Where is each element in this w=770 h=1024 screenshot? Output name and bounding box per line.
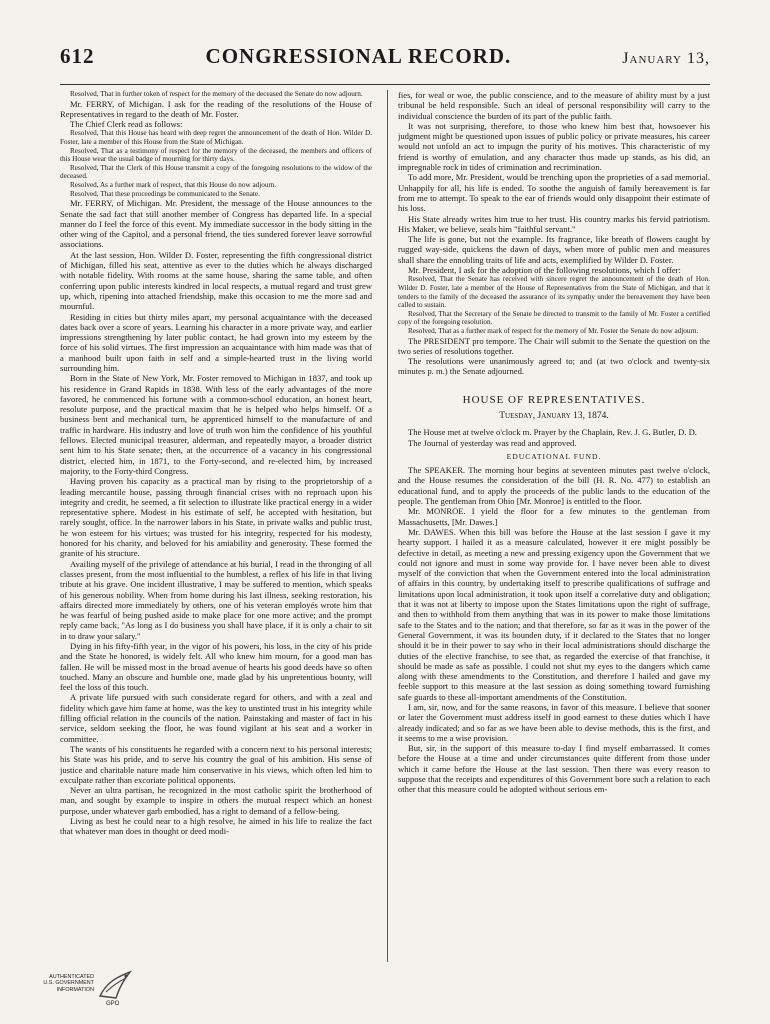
resolution-paragraph: Resolved, That the Senate has received with sincere regret the announcement of the death of Hon. Wilder D. Foster, late a member of the House of Representatives from the State of Michigan, and that it tenders to the family of the deceased the assurance of its sympathy under the bereavement they have been called to sustain. — [398, 275, 710, 310]
resolution-paragraph: Resolved, That the Clerk of this House transmit a copy of the foregoing resolutions to the widow of the deceased. — [60, 163, 372, 181]
day-heading: Tuesday, January 13, 1874. — [499, 410, 609, 421]
paragraph: I am, sir, now, and for the same reasons, in favor of this measure. I believe that sooner or later the Government must address itself in good earnest to these duties which I have already indicated; and so far as we have been able to devise methods, this is the first, and it seems to me a wise provision. — [398, 702, 710, 743]
paragraph: Mr. FERRY, of Michigan. Mr. President, the message of the House announces to the Senate the sad fact that still another member of Congress has departed life. In a special manner do I feel the force of this event. My immediate successor in the body sitting in the other wing of the Capitol, and a personal friend, the ties sundered forever leave sorrowful associations. — [60, 198, 372, 250]
gpo-authentication-stamp — [36, 968, 136, 1014]
right-column — [398, 90, 710, 960]
page-number: 612 — [60, 44, 95, 68]
paragraph: The wants of his constituents he regarded with a concern next to his personal interests; his State was his pride, and to serve his country the goal of his ambition. His sense of justice and charitable nature made him conservative in his views, which often led him to exculpate rather than excoriate political opponents. — [60, 743, 372, 785]
section-heading-educational-fund: EDUCATIONAL FUND. — [506, 451, 602, 461]
senate-continuation — [398, 90, 710, 377]
eagle-seal-icon — [96, 968, 136, 1002]
resolution-paragraph: Resolved, That in further token of respect for the memory of the deceased the Senate do now adjourn. — [70, 90, 363, 98]
paragraph: But, sir, in the support of this measure to-day I find myself embarrassed. It comes before the House at a time and under circumstances quite different from those under which it came before the House at the last session. Then there was every reason to suppose that the receipts and expenditures of this Government bore such a relation to each other that this measure could be adopted without serious em- — [398, 743, 710, 795]
resolution-paragraph: Resolved, That as a further mark of respect for the memory of Mr. Foster the Senate do now adjourn. — [408, 326, 699, 335]
header-rule — [60, 84, 710, 85]
paragraph: It was not surprising, therefore, to those who knew him best that, howsoever his judgment might be questioned upon issues of public policy or private measures, his career would not unfold an act to impugn the purity of his motives. This characteristic of my friend is worthy of emulation, and any character thus made up stands, as his did, an impregnable rock in tides of crimination and recrimination. — [398, 120, 710, 173]
paragraph: Born in the State of New York, Mr. Foster removed to Michigan in 1837, and took up his residence in Grand Rapids in 1838. With less of the early advantages of the more favored, he commenced his fortune with a common-school education, an honest heart, resolute purpose, and the practical maxim that he is helped who helps himself. Of a business bent and mechanical turn, he apprenticed himself to the manufacture of and traffic in hardware. His industry and love of truth won him the confidence of his youthful fellows. Elected municipal treasurer, alderman, and repeatedly mayor, a broader district sent him to his State senate; then, at the occurrence of a vacancy in his congressional district, elected him, in 1871, to the Forty-second, and re-elected him, by increased majority, to the Forty-third Congress. — [60, 373, 372, 476]
paragraph: Mr. President, I ask for the adoption of the following resolutions, which I offer: — [408, 265, 681, 276]
resolution-paragraph: Resolved, As a further mark of respect, that this House do now adjourn. — [70, 181, 277, 190]
paragraph: To add more, Mr. President, would be trenching upon the proprieties of a sad memorial. Unhappily for all, his life is ended. To soothe the anguish of family bereavement is far from me to attempt. To speak to the ear of friends would only disappoint their estimate of his loss. — [398, 172, 710, 214]
paragraph: The PRESIDENT pro tempore. The Chair will submit to the Senate the question on the two series of resolutions together. — [398, 335, 710, 356]
paragraph: The SPEAKER. The morning hour begins at seventeen minutes past twelve o'clock, and the House resumes the consideration of the bill (H. R. No. 477) to establish an educational fund, and to apply the proceeds of the public lands to the education of the people. The gentleman from Ohio [Mr. Monroe] is entitled to the floor. — [398, 465, 710, 507]
paragraph: The life is gone, but not the example. Its fragrance, like breath of flowers caught by rugged way-side, quickens the dawn of days, when more of public men and measures shall share the ennobling traits of life and acts, exemplified by Wilder D. Foster. — [398, 234, 710, 265]
educational-fund-debate — [398, 465, 710, 795]
paragraph: Dying in his fifty-fifth year, in the vigor of his powers, his loss, in the city of his pride and the State he honored, is widely felt. All who knew him mourn, for a good man has fallen. He will be missed most in the broad avenue of hearts his good deeds have so often touched. Many an obscure and humble one, made glad by his unpretentious bounty, will feel the loss of this touch. — [60, 641, 372, 693]
paragraph: A private life pursued with such considerate regard for others, and with a zeal and fidelity which gave him fame at home, was the key to unstinted trust in his integrity while filling official relation in the councils of the nation. Painstaking and master of fact in his service, seldom seeking the floor, he was found vigilant at his seat and a worker in committee. — [60, 692, 372, 744]
resolution-paragraph: Resolved, That these proceedings be communicated to the Senate. — [70, 189, 260, 198]
paragraph: Never an ultra partisan, he recognized in the most catholic spirit the brotherhood of man, and sought by example to inspire in others the mutual respect which an honest purpose, under whatever garb embodied, has a right to demand of a fellow-being. — [60, 785, 372, 816]
page-header — [60, 44, 710, 80]
paragraph: Mr. MONROE. I yield the floor for a few minutes to the gentleman from Massachusetts, [Mr. Dawes.] — [398, 506, 710, 527]
resolution-paragraph: Resolved, That the Secretary of the Senate be directed to transmit to the family of Mr. Foster a certified copy of the foregoing resolution. — [398, 309, 710, 327]
stamp-text: AUTHENTICATED U.S. GOVERNMENT INFORMATION — [43, 974, 94, 993]
resolution-paragraph: Resolved, That as a testimony of respect for the memory of the deceased, the members and officers of this House wear the usual badge of mourning for thirty days. — [60, 146, 372, 164]
paragraph: His State already writes him true to her trust. His country marks his fervid patriotism. His Maker, we believe, seals him "faithful servant." — [398, 213, 710, 234]
paragraph: Mr. DAWES. When this bill was before the House at the last session I gave it my hearty support. I hailed it as a measure calculated, however it ere might possibly be defective in detail, as meeting a new and pressing exigency upon the Government that we could not ignore and must in some way provide for. I have never been able to divest myself of the conviction that when the Government entered into the local administration of affairs in this country, by undertaking itself to prescribe qualifications of suffrage and limitations upon local administration, it took upon itself a correlative duty and obligation; that it was not at liberty to impose upon the States limitations upon the right of suffrage, and then to withhold from them anything that was in its power to make those limitations safe to the States and to the nation; and that therefore, so far as it was in the power of the General Government, it was its bounden duty, if it declared to the States that no longer should it be in their power to say who in their local administrations should discharge the duties of the elective franchise, to see that, as regarded the exercise of that franchise, it should be made as safe as possible. I could not shut my eyes to the dangers which came along with these amendments to the Constitution, and therefore I hailed and gave my feeble support to this measure at the last session as doing something toward furnishing safe guards to these all-important amendments of the Constitution. — [398, 526, 710, 702]
paragraph: The House met at twelve o'clock m. Prayer by the Chaplain, Rev. J. G. Butler, D. D. — [408, 427, 697, 438]
paragraph: Residing in cities but thirty miles apart, my personal acquaintance with the deceased dates back over a score of years. Learning his character in a more private way, and earlier impressions strengthening by later public contact, he had grown into my esteem by the force of his solid virtues. The first impression an acquaintance with him made was that of a manhood built upon faith in self and a simple-hearted trust in the living world surrounding him. — [60, 311, 372, 373]
house-heading: HOUSE OF REPRESENTATIVES. — [462, 393, 646, 406]
paragraph: The Journal of yesterday was read and approved. — [408, 437, 577, 448]
paragraph: The resolutions were unanimously agreed to; and (at two o'clock and twenty-six minutes p. m.) the Senate adjourned. — [398, 356, 710, 377]
journal-title: CONGRESSIONAL RECORD. — [205, 44, 512, 68]
paragraph: Mr. FERRY, of Michigan. I ask for the reading of the resolutions of the House of Representatives in regard to the death of Mr. Foster. — [60, 98, 372, 119]
paragraph: At the last session, Hon. Wilder D. Foster, representing the fifth congressional district of Michigan, filled his seat, attentive as ever to the duties which he always discharged with notable fidelity. With rooms at the same house, sharing the same table, and often conferring upon public interests kindred in local respects, a mutual regard and trust grew up, which, ripening into attached friendship, make this occasion to me the more sad and mournful. — [60, 249, 372, 312]
header-date: January 13, — [622, 50, 710, 67]
column-divider — [387, 90, 388, 962]
paragraph: Availing myself of the privilege of attendance at his burial, I read in the thronging of all classes present, from the most influential to the humblest, a reflex of his life in that living tribute at his grave. One incident illustrative, I may be suffered to mention, which speaks of his generous nobility. When from home during his last illness, seeking restoration, his affairs directed more immediately by others, one of his veteran employés wrote him that he was fearful of being pushed aside to make place for one more active; and the prompt reply came back, "As long as I do business you shall have place, if it is only a chair to sit in to draw your salary." — [60, 558, 372, 641]
gpo-label: GPO — [106, 1001, 120, 1007]
paragraph: Living as best he could near to a high resolve, he aimed in his life to realize the fact that whatever man does in thought or deed modi- — [60, 816, 372, 837]
paragraph: Having proven his capacity as a practical man by rising to the proprietorship of a leading mercantile house, passing through financial crises with no reproach upon his integrity and credit, he seemed, a fit selection to illustrate like practical energy in a wider representative sphere. Modest in his estimate of self, he accepted with hesitation, but rarely sought, office. In the narrower labors in his State, in private walks and public trust, he won esteem for his virtues; was trusted for his integrity, respected for his modesty, honored for his charity, and beloved for his amiability and generosity. These formed the granite of his structure. — [60, 476, 372, 559]
resolution-paragraph: Resolved, That this House has heard with deep regret the announcement of the death of Hon. Wilder D. Foster, late a member of this House from the State of Michigan. — [60, 129, 372, 147]
paragraph: The Chief Clerk read as follows: — [70, 119, 183, 130]
house-opening — [398, 427, 710, 448]
left-column — [60, 90, 372, 960]
paragraph: fies, for weal or woe, the public conscience, and to the measure of ability must by a just tribunal be held responsible. Such an ideal of personal responsibility will carry to the individual conscience the burden of its part of the public faith. — [398, 90, 710, 121]
